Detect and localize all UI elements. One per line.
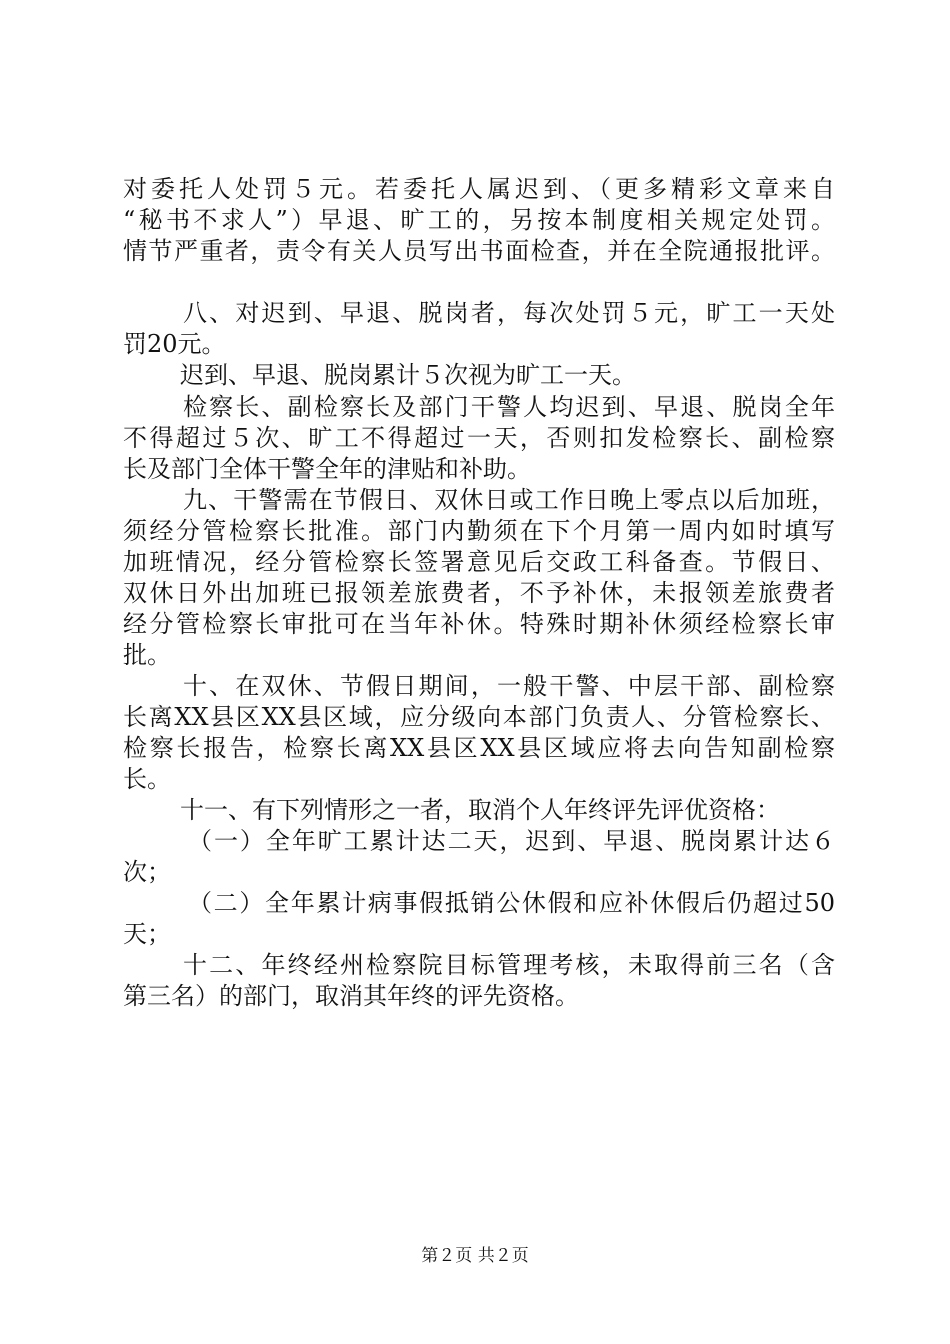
text-line: 十、在双休、节假日期间，一般干警、中层干部、副检察 <box>183 672 835 700</box>
text-line: 八、对迟到、早退、脱岗者，每次处罚５元，旷工一天处 <box>183 299 835 327</box>
text-line: 检察长、副检察长及部门干警人均迟到、早退、脱岗全年 <box>183 393 835 421</box>
text-line: 长及部门全体干警全年的津贴和补助。 <box>123 455 531 483</box>
text-line: 经分管检察长审批可在当年补休。特殊时期补休须经检察长审 <box>123 610 835 638</box>
text-line: 次； <box>123 858 171 886</box>
text-line: （二）全年累计病事假抵销公休假和应补休假后仍超过50 <box>188 889 835 917</box>
text-line: “秘书不求人”）早退、旷工的，另按本制度相关规定处罚。 <box>123 206 835 234</box>
text-line: 双休日外出加班已报领差旅费者，不予补休，未报领差旅费者 <box>123 579 835 607</box>
text-line: 不得超过５次、旷工不得超过一天，否则扣发检察长、副检察 <box>123 424 835 452</box>
text-line: 天； <box>123 920 171 948</box>
text-line: 长离XX县区XX县区域，应分级向本部门负责人、分管检察长、 <box>123 703 835 731</box>
text-line: 迟到、早退、脱岗累计５次视为旷工一天。 <box>180 361 636 389</box>
text-line: 十一、有下列情形之一者，取消个人年终评先评优资格： <box>180 796 780 824</box>
text-line: 十二、年终经州检察院目标管理考核，未取得前三名（含 <box>183 951 835 979</box>
text-line: 第三名）的部门，取消其年终的评先资格。 <box>123 982 579 1010</box>
text-line: 检察长报告，检察长离XX县区XX县区域应将去向告知副检察 <box>123 734 835 762</box>
text-line: 长。 <box>123 765 171 793</box>
text-line: 罚20元。 <box>123 330 226 358</box>
text-line: 批。 <box>123 641 171 669</box>
text-line: 加班情况，经分管检察长签署意见后交政工科备查。节假日、 <box>123 548 835 576</box>
text-line: 九、干警需在节假日、双休日或工作日晚上零点以后加班， <box>183 486 835 514</box>
text-line: 对委托人处罚５元。若委托人属迟到、（更多精彩文章来自 <box>123 175 835 203</box>
page-footer: 第２页 共２页 <box>421 1246 529 1266</box>
text-line: （一）全年旷工累计达二天，迟到、早退、脱岗累计达６ <box>188 827 835 855</box>
text-line: 须经分管检察长批准。部门内勤须在下个月第一周内如时填写 <box>123 517 835 545</box>
text-line: 情节严重者，责令有关人员写出书面检查，并在全院通报批评。 <box>123 237 835 265</box>
